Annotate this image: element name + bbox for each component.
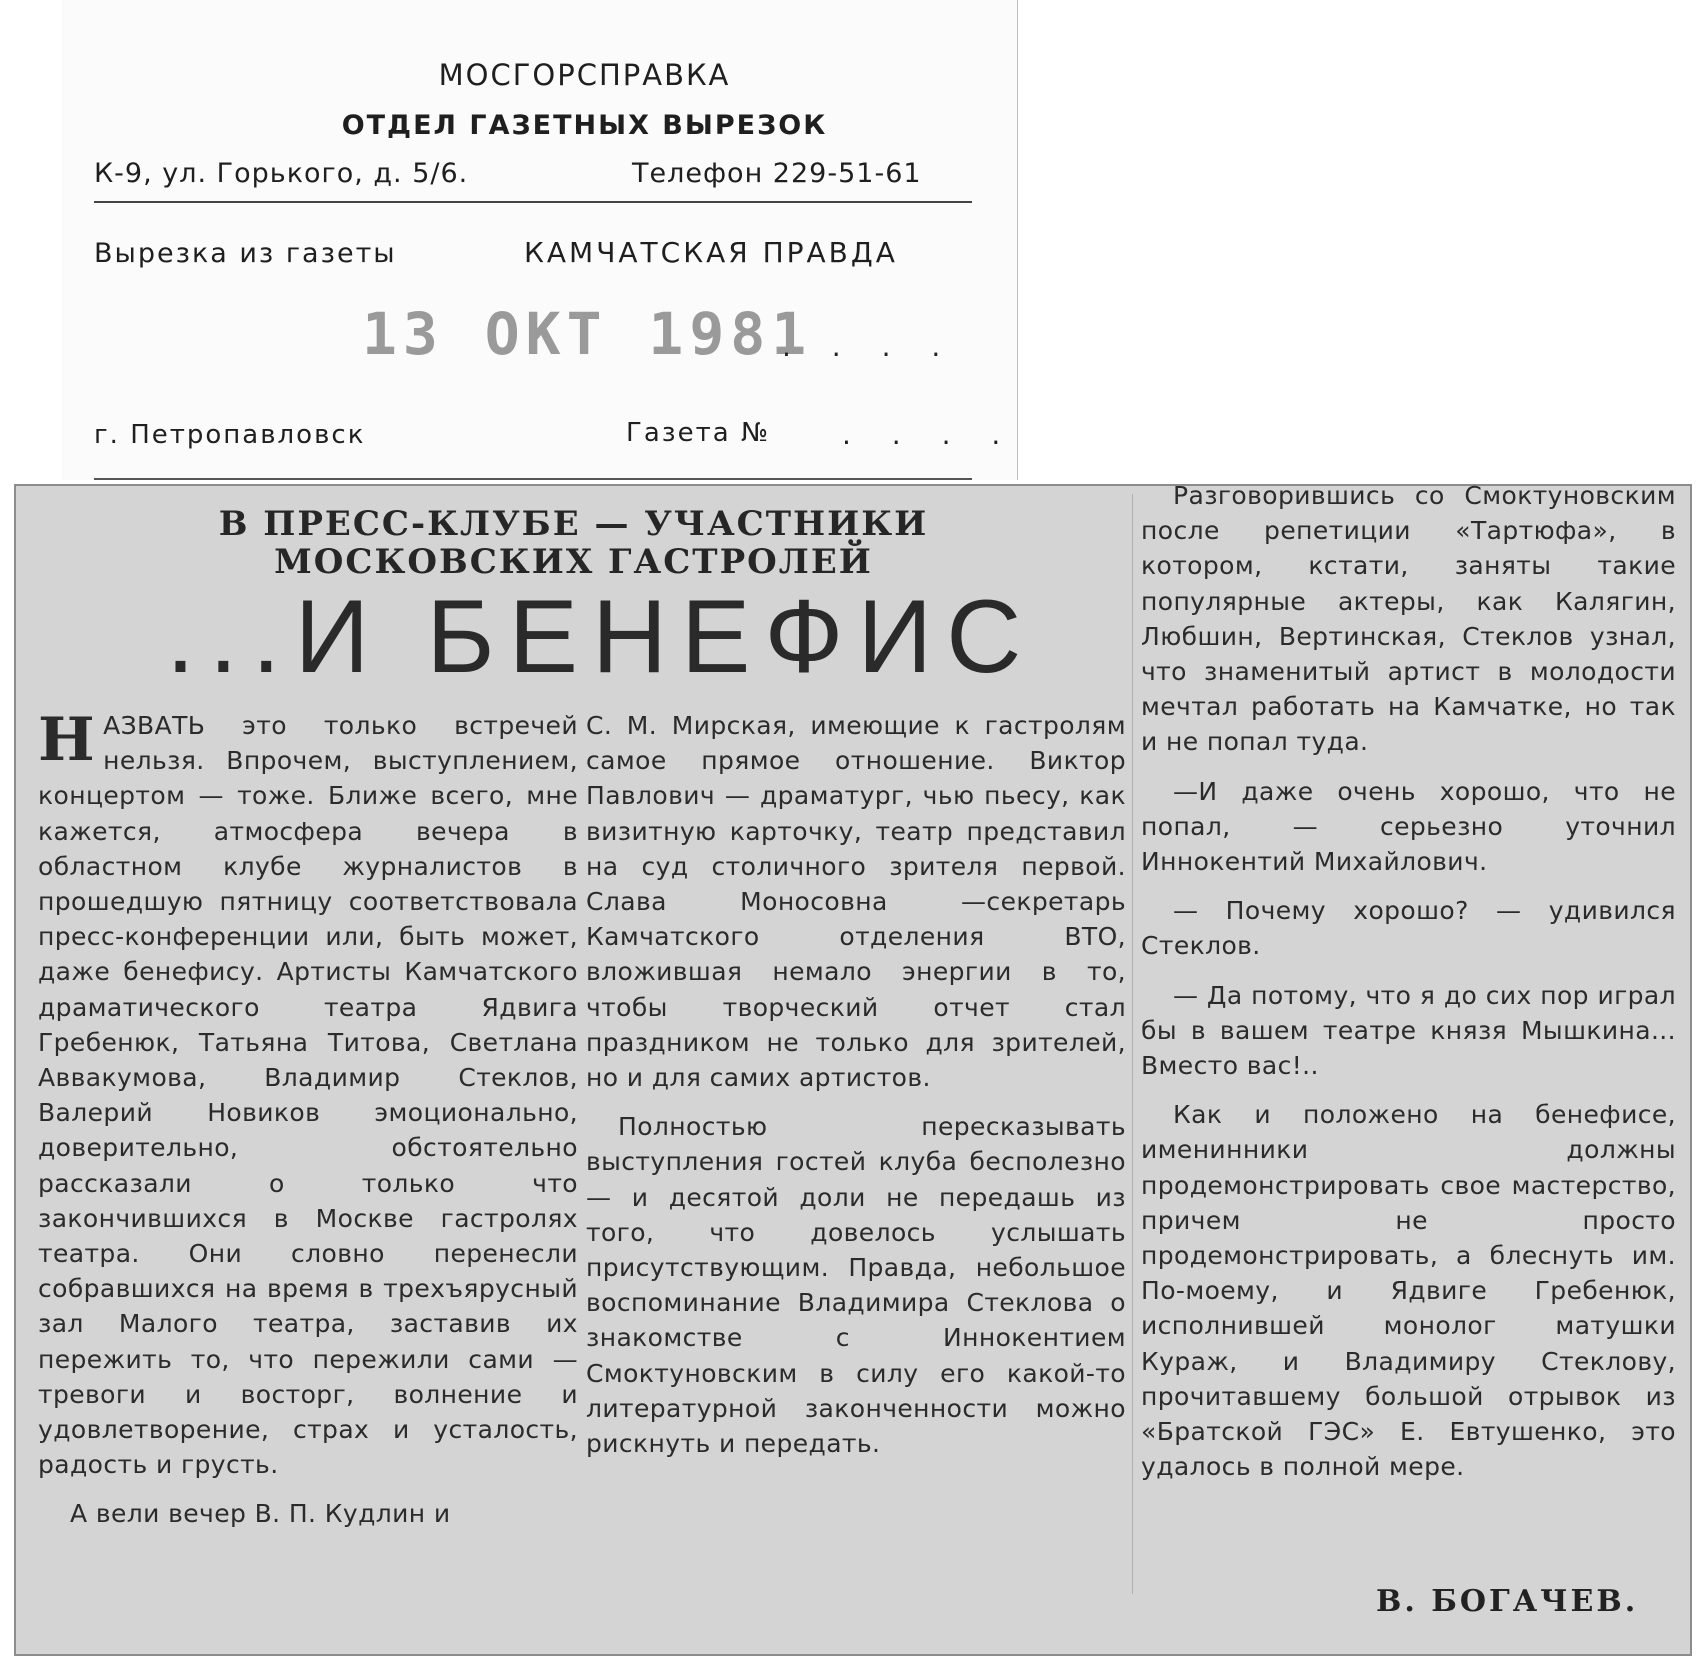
paragraph: С. М. Мирская, имеющие к гастролям самое прямое отношение. Виктор Павлович — драматург, чью пьесу, как визитную карточку, театр представил на суд столичного зрителя первой. Слава Моносовна —секретарь Камчатского отделения ВТО, вложившая немало энергии в то, чтобы творческий отчет стал праздником не только для зрителей, но и для самих артистов. (586, 711, 1126, 1093)
column-divider (1132, 494, 1133, 1594)
paragraph: Полностью пересказывать выступления гостей клуба бесполезно — и десятой доли не передашь из того, что довелось услышать присутствующим. Правда, небольшое воспоминание Владимира Стеклова о знакомстве с Иннокентием Смоктуновским в силу его какой-то литературной законченности можно рискнуть и передать. (586, 1112, 1126, 1459)
city-label: г. Петропавловск (94, 420, 366, 450)
article-kicker: В ПРЕСС-КЛУБЕ — УЧАСТНИКИ (218, 504, 929, 544)
newspaper-name: КАМЧАТСКАЯ ПРАВДА (524, 236, 898, 269)
paragraph: Как и положено на бенефисе, именинники должны продемонстрировать свое мастерство, причем не просто продемонстрировать, а блеснуть им. По-моему, и Ядвиге Гребенюк, исполнившей монолог матушки Кураж, и Владимиру Стеклову, прочитавшему большой отрывок из «Братской ГЭС» Е. Евтушенко, это удалось в полной мере. (1141, 1100, 1676, 1482)
paragraph (38, 705, 578, 1482)
drop-cap: Н (38, 705, 96, 775)
author-signature: В. БОГАЧЕВ. (1376, 1584, 1639, 1619)
paragraph: — Да потому, что я до сих пор играл бы в вашем театре князя Мышкина... Вместо вас!.. (1141, 980, 1676, 1081)
article-column (38, 705, 578, 1546)
paragraph: — Почему хорошо? — удивился Стеклов. (1141, 896, 1676, 961)
newspaper-clipping (14, 481, 1692, 1656)
paragraph: —И даже очень хорошо, что не попал, — серьезно уточнил Иннокентий Михайлович. (1141, 776, 1676, 877)
article-column (1141, 478, 1676, 1498)
cutting-label: Вырезка из газеты (94, 238, 397, 269)
service-phone: Телефон 229-51-61 (632, 158, 922, 189)
service-name: МОСГОРСПРАВКА (438, 58, 731, 92)
header-rule (94, 478, 972, 480)
paragraph-text: АЗВАТЬ это только встречей нельзя. Впрочем, выступлением, концертом — тоже. Ближе всего, мне кажется, атмосфера вечера в областном клубе журналистов в прошедшую пятницу соответствовала пресс-конференции или, быть может, даже бенефису. Артисты Камчатского драматического театра Ядвига Гребенюк, Татьяна Титова, Светлана Аввакумова, Владимир Стеклов, Валерий Новиков эмоционально, доверительно, обстоятельно рассказали о только что закончившихся в Москве гастролях театра. Они словно перенесли собравшихся на время в трехъярусный зал Малого театра, заставив их пережить то, что пережили сами — тревоги и восторг, волнение и удовлетворение, страх и усталость, радость и грусть. (38, 711, 578, 1480)
department-name: ОТДЕЛ ГАЗЕТНЫХ ВЫРЕЗОК (341, 110, 828, 141)
issue-dots: . . . . (842, 418, 1017, 451)
clipping-service-header (62, 0, 1018, 480)
paragraph: А вели вечер В. П. Кудлин и (70, 1499, 451, 1529)
article-kicker: МОСКОВСКИХ ГАСТРОЛЕЙ (274, 542, 873, 582)
paragraph: Разговорившись со Смоктуновским после репетиции «Тартюфа», в котором, кстати, заняты такие популярные актеры, как Калягин, Любшин, Вертинская, Стеклов узнал, что знаменитый артист в молодости мечтал работать на Камчатке, но так и не попал туда. (1141, 481, 1676, 757)
article-headline: ...И БЕНЕФИС (166, 579, 1036, 695)
service-address: К-9, ул. Горького, д. 5/6. (94, 158, 469, 189)
article-column (586, 708, 1126, 1475)
issue-label: Газета № (626, 418, 770, 448)
header-rule (94, 201, 972, 203)
date-dots: . . . . (782, 330, 957, 363)
date-stamp: 13 ОКТ 1981 (362, 300, 813, 368)
